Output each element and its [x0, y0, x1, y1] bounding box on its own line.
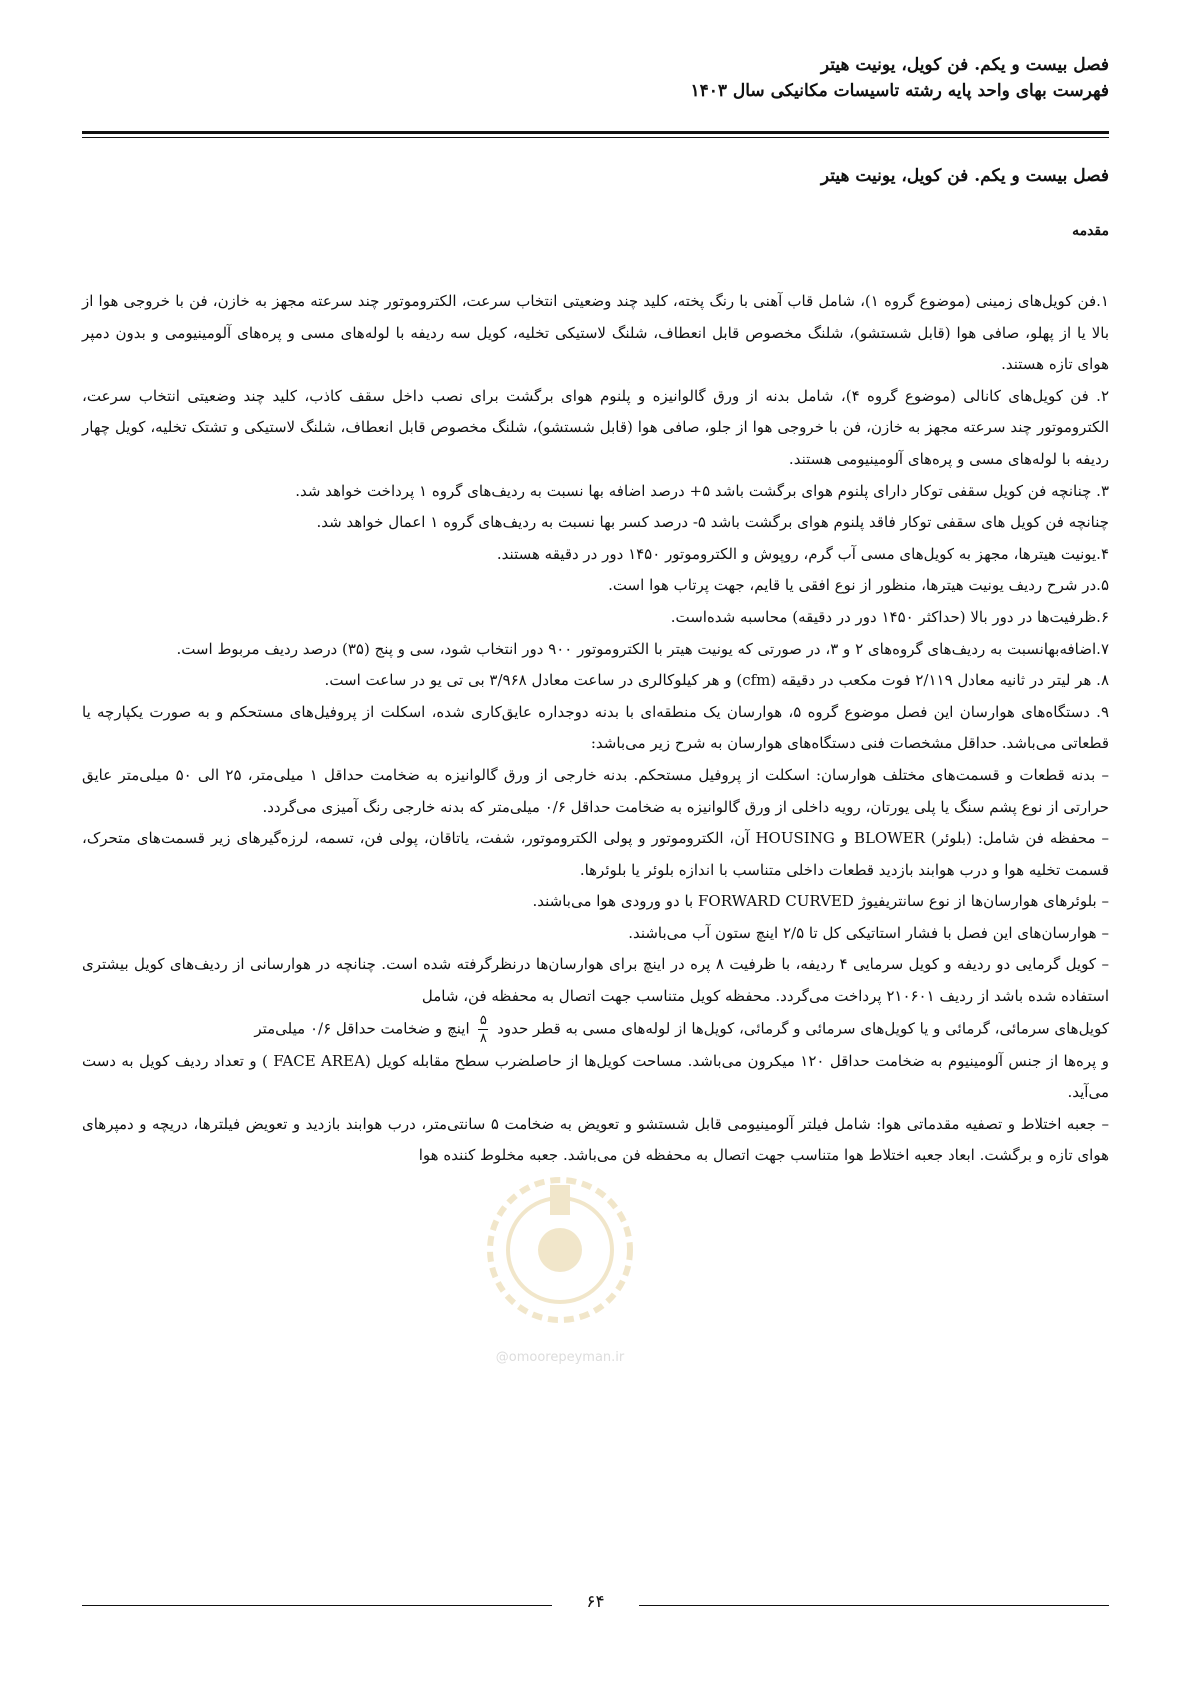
- section-heading: مقدمه: [1072, 223, 1109, 239]
- paragraph: – هوارسان‌های این فصل با فشار استاتیکی کل تا ۲/۵ اینچ ستون آب می‌باشند.: [628, 923, 1109, 942]
- fraction-bar: [478, 1029, 488, 1030]
- fraction-denominator: ۸: [479, 1030, 487, 1046]
- gear-emblem-icon: [470, 1165, 650, 1335]
- paragraph: – محفظه فن شامل: (بلوئر) BLOWER و HOUSING آن، الکتروموتور و پولی الکتروموتور، شفت، یاتاقان، پولی فن، تسمه، لرزه‌گیرهای زیر قسمت‌های متحرک، قسمت تخلیه هوا و درب هوابند بازدید قطعات داخلی متناسب با اندازه بلوئر یا بلوئرها.: [82, 829, 1109, 879]
- paragraph: ۹. دستگاه‌های هوارسان این فصل موضوع گروه ۵، هوارسان یک منطقه‌ای با بدنه دوجداره عایق‌کاری شده، اسکلت از پروفیل‌های مستحکم و به صورت یکپارچه یا قطعاتی می‌باشد. حداقل مشخصات فنی دستگاه‌های هوارسان به شرح زیر می‌باشد:: [82, 702, 1109, 753]
- paragraph: – جعبه اختلاط و تصفیه مقدماتی هوا: شامل فیلتر آلومینیومی قابل شستشو و تعویض به ضخامت ۵ سانتی‌متر، درب هوابند بازدید و تعویض فیلترها، دریچه و دمپرهای هوای تازه و برگشت. ابعاد جعبه اختلاط هوا متناسب جهت اتصال به محفظه فن می‌باشد. جعبه مخلوط کننده هوا: [82, 1114, 1109, 1165]
- paragraph: ۵.در شرح ردیف یونیت هیترها، منظور از نوع افقی یا قایم، جهت پرتاب هوا است.: [608, 576, 1109, 595]
- chapter-title: فصل بیست و یکم. فن کویل، یونیت هیتر: [820, 166, 1109, 186]
- paragraph: ۲. فن کویل‌های کانالی (موضوع گروه ۴)، شامل بدنه از ورق گالوانیزه و پلنوم هوای برگشت برای نصب داخل سقف کاذب، کلید چند وضعیتی انتخاب سرعت، الکتروموتور چند سرعته مجهز به خازن، فن با خروجی هوا از جلو، صافی هوا (قابل شستشو)، شلنگ مخصوص قابل انعطاف، شلنگ لاستیکی و تشتک تخلیه، کویل چهار ردیفه با لوله‌های مسی و پره‌های آلومینیومی هستند.: [82, 386, 1109, 468]
- paragraph: ۶.ظرفیت‌ها در دور بالا (حداکثر ۱۴۵۰ دور در دقیقه) محاسبه شده‌است.: [670, 607, 1109, 626]
- paragraph: ۷.اضافه‌بهانسبت به ردیف‌های گروه‌های ۲ و ۳، در صورتی که یونیت هیتر با الکتروموتور ۹۰۰ دور انتخاب شود، سی و پنج (۳۵) درصد ردیف مربوط است.: [176, 639, 1109, 658]
- paragraph: و پره‌ها از جنس آلومینیوم به ضخامت حداقل ۱۲۰ میکرون می‌باشد. مساحت کویل‌ها از حاصلضرب سطح مقابله کویل (FACE AREA ) و تعداد ردیف کویل به دست می‌آید.: [82, 1051, 1109, 1102]
- page-number: ۶۴: [586, 1592, 605, 1612]
- paragraph: – بلوئرهای هوارسان‌ها از نوع سانتریفیوژ FORWARD CURVED با دو ورودی هوا می‌باشند.: [532, 892, 1109, 911]
- body-text: [82, 286, 1109, 1172]
- paragraph: چنانچه فن کویل های سقفی توکار فاقد پلنوم هوای برگشت باشد ۵- درصد کسر بها نسبت به ردیف‌های گروه ۱ اعمال خواهد شد.: [316, 513, 1109, 532]
- coil-text-before: کویل‌های سرمائی، گرمائی و یا کویل‌های سرمائی و گرمائی، کویل‌ها از لوله‌های مسی به قطر حدود: [497, 1019, 1109, 1038]
- paragraph-coil-diameter: [82, 1013, 1109, 1046]
- paragraph: – بدنه قطعات و قسمت‌های مختلف هوارسان: اسکلت از پروفیل مستحکم. بدنه خارجی از ورق گالوانیزه به ضخامت حداقل ۱ میلی‌متر، ۲۵ الی ۵۰ میلی‌متر عایق حرارتی از نوع پشم سنگ یا پلی یورتان، رویه داخلی از ورق گالوانیزه به ضخامت حداقل ۰/۶ میلی‌متر که بدنه خارجی رنگ آمیزی می‌گردد.: [82, 765, 1110, 816]
- header-rule-thick: [82, 131, 1109, 134]
- fraction: [478, 1013, 488, 1046]
- paragraph: ۳. چنانچه فن کویل سقفی توکار دارای پلنوم هوای برگشت باشد ۵+ درصد اضافه بها نسبت به ردیف‌های گروه ۱ پرداخت خواهد شد.: [295, 481, 1109, 500]
- header-book-title: فهرست بهای واحد پایه رشته تاسیسات مکانیکی سال ۱۴۰۳: [690, 81, 1109, 101]
- paragraph: ۱.فن کویل‌های زمینی (موضوع گروه ۱)، شامل قاب آهنی با رنگ پخته، کلید چند وضعیتی انتخاب سرعت، الکتروموتور چند سرعته مجهز به خازن، فن با خروجی هوا از بالا یا از پهلو، صافی هوا (قابل شستشو)، شلنگ مخصوص قابل انعطاف، شلنگ لاستیکی تخلیه، کویل سه ردیفه با لوله‌های مسی و پره‌های آلومینیومی و بدون دمپر هوای تازه هستند.: [82, 292, 1109, 374]
- watermark-logo: [470, 1165, 650, 1365]
- paragraph: ۴.یونیت هیترها، مجهز به کویل‌های مسی آب گرم، روپوش و الکتروموتور ۱۴۵۰ دور در دقیقه هستند.: [496, 544, 1109, 563]
- running-header: [82, 52, 1109, 104]
- header-rule-thin: [82, 137, 1109, 138]
- watermark-text: @omoorepeyman.ir: [495, 1350, 625, 1365]
- header-chapter-title: فصل بیست و یکم. فن کویل، یونیت هیتر: [820, 55, 1109, 75]
- coil-text-after: اینچ و ضخامت حداقل ۰/۶ میلی‌متر: [254, 1019, 470, 1038]
- paragraph: ۸. هر لیتر در ثانیه معادل ۲/۱۱۹ فوت مکعب در دقیقه (cfm) و هر کیلوکالری در ساعت معادل ۳/۹۶۸ بی تی یو در ساعت است.: [324, 671, 1109, 690]
- paragraph: – کویل گرمایی دو ردیفه و کویل سرمایی ۴ ردیفه، با ظرفیت ۸ پره در اینچ برای هوارسان‌ها درنظرگرفته شده است. چنانچه در هوارسانی از ردیف‌های کویل بیشتری استفاده شده باشد از ردیف ۲۱۰۶۰۱ پرداخت می‌گردد. محفظه کویل متناسب جهت اتصال به محفظه فن، شامل: [82, 955, 1109, 1006]
- fraction-numerator: ۵: [479, 1012, 487, 1028]
